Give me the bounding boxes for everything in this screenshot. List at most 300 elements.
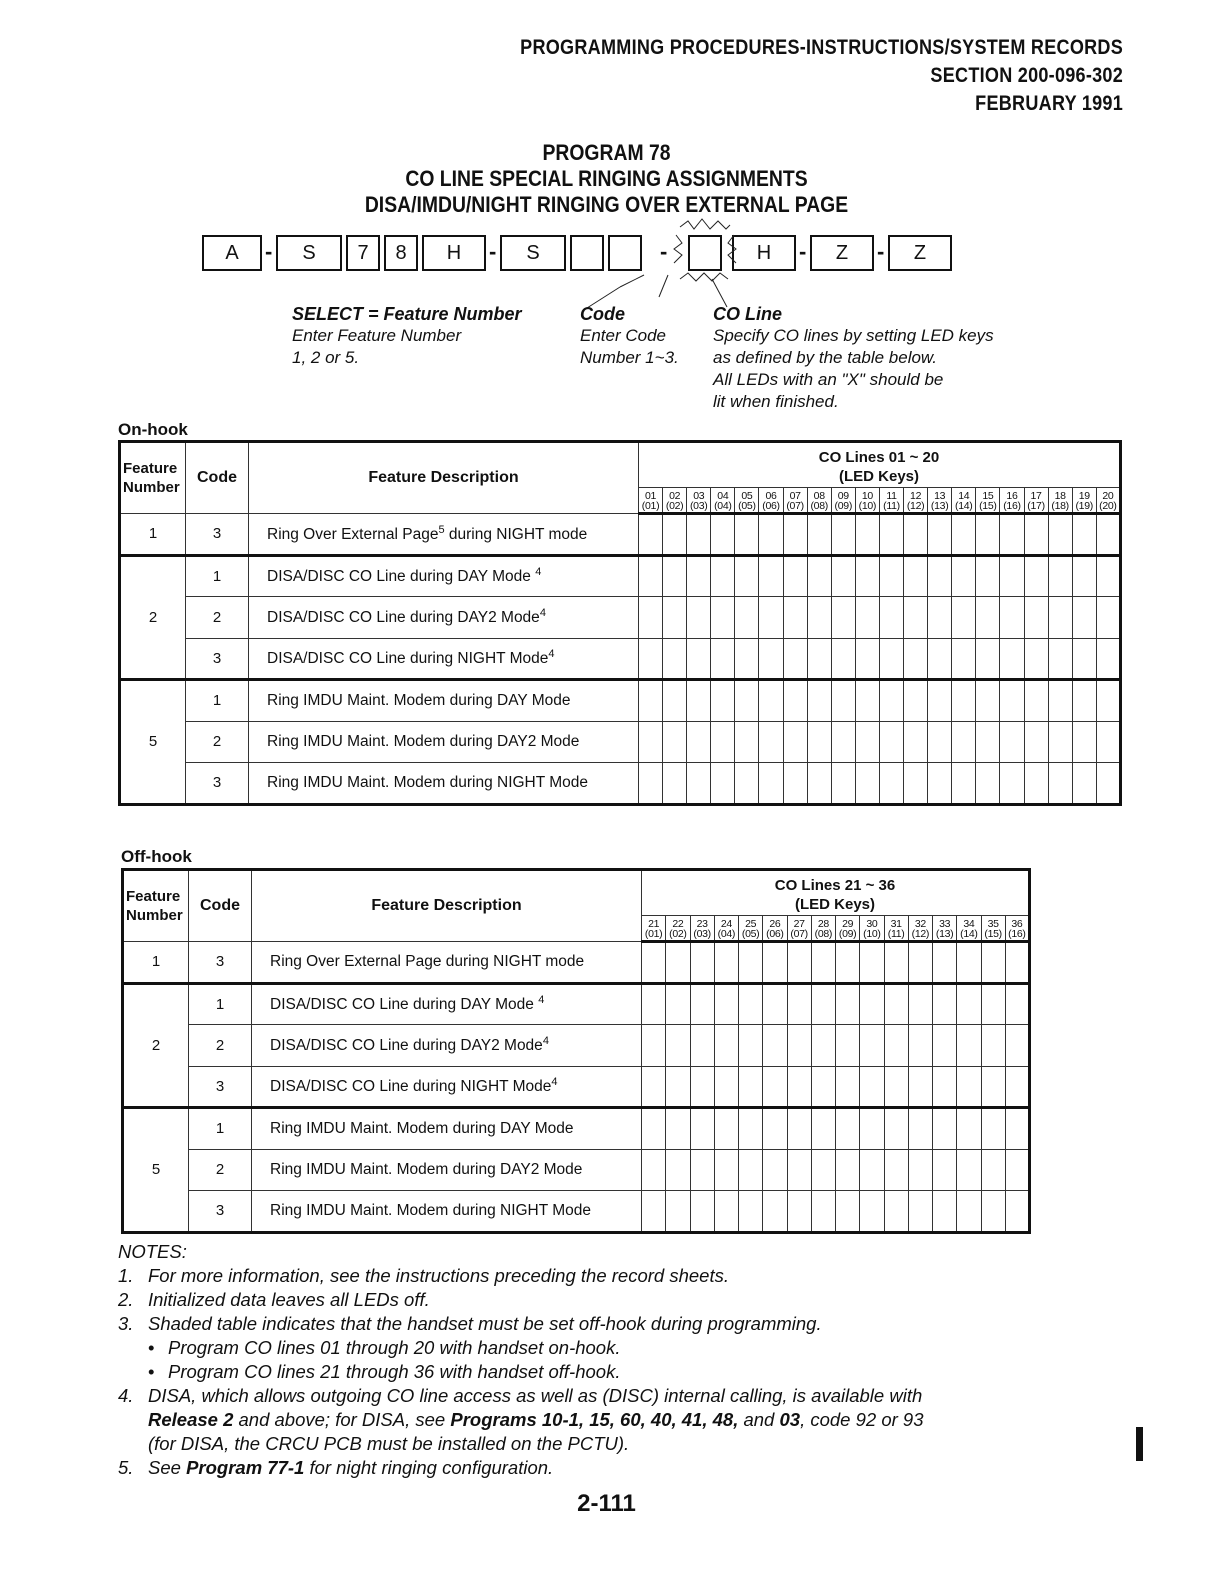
description-text: Ring IMDU Maint. Modem during DAY2 Mode (270, 1160, 583, 1178)
led-keys-subtitle: (LED Keys) (794, 896, 876, 913)
led-entry-cell[interactable] (783, 763, 807, 805)
led-entry-cell[interactable] (739, 1025, 763, 1067)
led-entry-cell[interactable] (904, 597, 928, 639)
led-entry-cell[interactable] (1024, 638, 1048, 680)
led-key-index: (12) (906, 500, 925, 512)
led-entry-cell[interactable] (831, 555, 855, 597)
led-entry-cell[interactable] (981, 1025, 1005, 1067)
led-entry-cell[interactable] (1005, 1149, 1029, 1191)
led-entry-cell[interactable] (836, 1149, 860, 1191)
led-entry-cell[interactable] (763, 1191, 787, 1233)
led-entry-cell[interactable] (714, 1108, 738, 1150)
led-entry-cell[interactable] (687, 514, 711, 556)
co-line-text-2: as defined by the table below. (713, 348, 937, 367)
led-entry-cell[interactable] (690, 1066, 714, 1108)
led-entry-cell[interactable] (976, 680, 1000, 722)
led-entry-cell[interactable] (787, 1025, 811, 1067)
led-entry-cell[interactable] (763, 942, 787, 984)
description-text: DISA/DISC CO Line during DAY Mode (270, 996, 539, 1014)
led-entry-cell[interactable] (642, 1066, 666, 1108)
led-entry-cell[interactable] (663, 680, 687, 722)
led-entry-cell[interactable] (759, 555, 783, 597)
description-text: Ring IMDU Maint. Modem during DAY2 Mode (267, 732, 580, 750)
led-entry-cell[interactable] (981, 1149, 1005, 1191)
led-entry-cell[interactable] (884, 983, 908, 1025)
led-entry-cell[interactable] (928, 721, 952, 763)
led-entry-cell[interactable] (759, 597, 783, 639)
led-entry-cell[interactable] (1005, 1066, 1029, 1108)
led-entry-cell[interactable] (807, 638, 831, 680)
led-key-index: (10) (858, 500, 877, 512)
led-entry-cell[interactable] (666, 1025, 690, 1067)
led-entry-cell[interactable] (666, 1108, 690, 1150)
led-entry-cell[interactable] (957, 1025, 981, 1067)
led-entry-cell[interactable] (908, 983, 932, 1025)
led-entry-cell[interactable] (933, 1066, 957, 1108)
led-entry-cell[interactable] (1000, 597, 1024, 639)
led-entry-cell[interactable] (1005, 1191, 1029, 1233)
led-entry-cell[interactable] (952, 721, 976, 763)
led-entry-cell[interactable] (908, 1108, 932, 1150)
led-entry-cell[interactable] (860, 1149, 884, 1191)
led-entry-cell[interactable] (690, 1191, 714, 1233)
led-entry-cell[interactable] (855, 514, 879, 556)
led-entry-cell[interactable] (1048, 763, 1072, 805)
co-lines-header (639, 442, 1121, 488)
key-box: 8 (384, 235, 418, 271)
led-entry-cell[interactable] (642, 983, 666, 1025)
led-entry-cell[interactable] (787, 1191, 811, 1233)
led-entry-cell[interactable] (1024, 555, 1048, 597)
led-entry-cell[interactable] (763, 983, 787, 1025)
led-entry-cell[interactable] (1005, 942, 1029, 984)
led-entry-cell[interactable] (1024, 514, 1048, 556)
led-entry-cell[interactable] (690, 1108, 714, 1150)
led-key-header (957, 916, 981, 942)
led-entry-cell[interactable] (928, 514, 952, 556)
led-entry-cell[interactable] (1096, 514, 1120, 556)
key-box: S (500, 235, 566, 271)
led-entry-cell[interactable] (711, 638, 735, 680)
led-entry-cell[interactable] (831, 680, 855, 722)
led-entry-cell[interactable] (639, 514, 663, 556)
led-entry-cell[interactable] (879, 680, 903, 722)
led-entry-cell[interactable] (711, 763, 735, 805)
led-entry-cell[interactable] (957, 1149, 981, 1191)
led-entry-cell[interactable] (739, 983, 763, 1025)
feature-number-header: Feature Number (123, 870, 189, 942)
led-entry-cell[interactable] (787, 1066, 811, 1108)
led-entry-cell[interactable] (739, 1108, 763, 1150)
led-key-number: 13 (934, 490, 946, 502)
led-entry-cell[interactable] (714, 1149, 738, 1191)
led-entry-cell[interactable] (807, 721, 831, 763)
led-entry-cell[interactable] (783, 638, 807, 680)
led-entry-cell[interactable] (811, 1149, 835, 1191)
led-entry-cell[interactable] (711, 721, 735, 763)
led-entry-cell[interactable] (928, 597, 952, 639)
led-entry-cell[interactable] (763, 1149, 787, 1191)
led-entry-cell[interactable] (787, 942, 811, 984)
led-entry-cell[interactable] (1096, 721, 1120, 763)
feature-row (120, 680, 1121, 722)
led-entry-cell[interactable] (1072, 597, 1096, 639)
led-entry-cell[interactable] (981, 942, 1005, 984)
led-entry-cell[interactable] (759, 763, 783, 805)
led-entry-cell[interactable] (1072, 514, 1096, 556)
led-entry-cell[interactable] (904, 514, 928, 556)
led-entry-cell[interactable] (904, 555, 928, 597)
led-entry-cell[interactable] (663, 555, 687, 597)
led-entry-cell[interactable] (811, 983, 835, 1025)
led-entry-cell[interactable] (904, 763, 928, 805)
led-entry-cell[interactable] (642, 1025, 666, 1067)
led-key-header (1072, 488, 1096, 514)
led-entry-cell[interactable] (714, 1066, 738, 1108)
feature-row (123, 1191, 1030, 1233)
led-entry-cell[interactable] (711, 514, 735, 556)
led-entry-cell[interactable] (1024, 680, 1048, 722)
led-entry-cell[interactable] (933, 1191, 957, 1233)
feature-number-cell: 2 (120, 555, 186, 680)
led-entry-cell[interactable] (639, 555, 663, 597)
led-entry-cell[interactable] (711, 597, 735, 639)
led-entry-cell[interactable] (928, 680, 952, 722)
led-key-header (933, 916, 957, 942)
led-entry-cell[interactable] (811, 1025, 835, 1067)
led-key-header (1024, 488, 1048, 514)
led-entry-cell[interactable] (884, 1108, 908, 1150)
led-entry-cell[interactable] (759, 721, 783, 763)
led-key-header (928, 488, 952, 514)
led-entry-cell[interactable] (639, 721, 663, 763)
led-entry-cell[interactable] (904, 680, 928, 722)
feature-number-cell: 5 (120, 680, 186, 805)
led-entry-cell[interactable] (908, 1191, 932, 1233)
led-entry-cell[interactable] (690, 1025, 714, 1067)
led-entry-cell[interactable] (783, 721, 807, 763)
led-entry-cell[interactable] (763, 1108, 787, 1150)
led-entry-cell[interactable] (957, 1066, 981, 1108)
led-entry-cell[interactable] (687, 555, 711, 597)
led-entry-cell[interactable] (879, 763, 903, 805)
led-entry-cell[interactable] (663, 763, 687, 805)
led-entry-cell[interactable] (884, 1066, 908, 1108)
feature-row (123, 983, 1030, 1025)
led-entry-cell[interactable] (976, 763, 1000, 805)
led-entry-cell[interactable] (687, 597, 711, 639)
led-key-number: 03 (693, 490, 705, 502)
led-entry-cell[interactable] (714, 983, 738, 1025)
note-4-text-c: (for DISA, the CRCU PCB must be installed on the PCTU). (148, 1433, 630, 1454)
led-entry-cell[interactable] (855, 597, 879, 639)
led-entry-cell[interactable] (807, 514, 831, 556)
led-entry-cell[interactable] (1048, 597, 1072, 639)
led-entry-cell[interactable] (1048, 514, 1072, 556)
led-entry-cell[interactable] (1000, 638, 1024, 680)
led-entry-cell[interactable] (855, 680, 879, 722)
led-entry-cell[interactable] (879, 638, 903, 680)
led-entry-cell[interactable] (860, 1108, 884, 1150)
led-entry-cell[interactable] (860, 1025, 884, 1067)
led-entry-cell[interactable] (663, 721, 687, 763)
led-entry-cell[interactable] (666, 1191, 690, 1233)
led-entry-cell[interactable] (690, 1149, 714, 1191)
led-entry-cell[interactable] (981, 1191, 1005, 1233)
led-entry-cell[interactable] (952, 638, 976, 680)
led-entry-cell[interactable] (976, 555, 1000, 597)
led-key-index: (05) (741, 928, 760, 940)
led-entry-cell[interactable] (1000, 555, 1024, 597)
led-entry-cell[interactable] (642, 1149, 666, 1191)
led-entry-cell[interactable] (836, 1191, 860, 1233)
led-entry-cell[interactable] (933, 1149, 957, 1191)
led-entry-cell[interactable] (928, 638, 952, 680)
led-entry-cell[interactable] (1048, 680, 1072, 722)
led-entry-cell[interactable] (639, 597, 663, 639)
led-entry-cell[interactable] (855, 555, 879, 597)
led-entry-cell[interactable] (1024, 721, 1048, 763)
led-entry-cell[interactable] (763, 1025, 787, 1067)
led-entry-cell[interactable] (642, 1191, 666, 1233)
led-entry-cell[interactable] (663, 597, 687, 639)
led-entry-cell[interactable] (735, 680, 759, 722)
led-entry-cell[interactable] (836, 1108, 860, 1150)
led-entry-cell[interactable] (1000, 763, 1024, 805)
led-entry-cell[interactable] (1096, 638, 1120, 680)
led-entry-cell[interactable] (957, 983, 981, 1025)
led-entry-cell[interactable] (952, 555, 976, 597)
feature-row (120, 763, 1121, 805)
led-entry-cell[interactable] (884, 942, 908, 984)
led-entry-cell[interactable] (735, 763, 759, 805)
led-key-number: 28 (817, 918, 829, 930)
led-entry-cell[interactable] (687, 763, 711, 805)
led-entry-cell[interactable] (739, 1066, 763, 1108)
led-entry-cell[interactable] (735, 555, 759, 597)
led-entry-cell[interactable] (787, 1108, 811, 1150)
led-entry-cell[interactable] (831, 721, 855, 763)
led-entry-cell[interactable] (879, 514, 903, 556)
led-entry-cell[interactable] (884, 1149, 908, 1191)
led-entry-cell[interactable] (957, 1108, 981, 1150)
led-entry-cell[interactable] (714, 1025, 738, 1067)
led-entry-cell[interactable] (855, 763, 879, 805)
code-cell: 2 (189, 1149, 252, 1191)
led-key-header (807, 488, 831, 514)
led-entry-cell[interactable] (957, 942, 981, 984)
led-entry-cell[interactable] (811, 1191, 835, 1233)
led-entry-cell[interactable] (759, 514, 783, 556)
led-entry-cell[interactable] (1000, 680, 1024, 722)
led-entry-cell[interactable] (666, 983, 690, 1025)
led-entry-cell[interactable] (787, 983, 811, 1025)
led-entry-cell[interactable] (831, 597, 855, 639)
led-entry-cell[interactable] (836, 942, 860, 984)
led-entry-cell[interactable] (908, 942, 932, 984)
led-entry-cell[interactable] (1096, 555, 1120, 597)
led-entry-cell[interactable] (687, 680, 711, 722)
led-entry-cell[interactable] (831, 763, 855, 805)
led-entry-cell[interactable] (928, 763, 952, 805)
led-entry-cell[interactable] (666, 942, 690, 984)
led-entry-cell[interactable] (739, 942, 763, 984)
led-entry-cell[interactable] (1072, 638, 1096, 680)
led-entry-cell[interactable] (933, 1025, 957, 1067)
led-entry-cell[interactable] (759, 680, 783, 722)
led-entry-cell[interactable] (807, 680, 831, 722)
note-4-text-a: DISA, which allows outgoing CO line access as well as (DISC) internal calling, is available with (148, 1385, 923, 1406)
led-entry-cell[interactable] (811, 942, 835, 984)
led-entry-cell[interactable] (1000, 721, 1024, 763)
note-5-text-a: See (148, 1457, 187, 1478)
led-entry-cell[interactable] (928, 555, 952, 597)
led-entry-cell[interactable] (933, 1108, 957, 1150)
led-entry-cell[interactable] (639, 763, 663, 805)
led-entry-cell[interactable] (787, 1149, 811, 1191)
led-entry-cell[interactable] (957, 1191, 981, 1233)
header-line-1: PROGRAMMING PROCEDURES-INSTRUCTIONS/SYSTEM RECORDS (520, 36, 1123, 59)
led-entry-cell[interactable] (831, 514, 855, 556)
led-entry-cell[interactable] (1096, 597, 1120, 639)
led-entry-cell[interactable] (739, 1191, 763, 1233)
led-entry-cell[interactable] (981, 1066, 1005, 1108)
led-entry-cell[interactable] (976, 514, 1000, 556)
led-entry-cell[interactable] (904, 638, 928, 680)
feature-description-cell (249, 638, 639, 680)
led-entry-cell[interactable] (952, 597, 976, 639)
led-entry-cell[interactable] (860, 983, 884, 1025)
led-entry-cell[interactable] (1072, 555, 1096, 597)
led-entry-cell[interactable] (860, 942, 884, 984)
led-entry-cell[interactable] (1096, 763, 1120, 805)
led-entry-cell[interactable] (711, 680, 735, 722)
led-entry-cell[interactable] (860, 1066, 884, 1108)
led-entry-cell[interactable] (714, 942, 738, 984)
led-entry-cell[interactable] (904, 721, 928, 763)
led-entry-cell[interactable] (1048, 721, 1072, 763)
led-entry-cell[interactable] (908, 1025, 932, 1067)
led-entry-cell[interactable] (783, 514, 807, 556)
led-entry-cell[interactable] (1072, 721, 1096, 763)
led-key-header (855, 488, 879, 514)
led-entry-cell[interactable] (981, 983, 1005, 1025)
led-entry-cell[interactable] (1024, 597, 1048, 639)
led-entry-cell[interactable] (735, 514, 759, 556)
led-entry-cell[interactable] (666, 1066, 690, 1108)
led-entry-cell[interactable] (860, 1191, 884, 1233)
led-entry-cell[interactable] (981, 1108, 1005, 1150)
led-entry-cell[interactable] (952, 763, 976, 805)
led-key-index: (13) (930, 500, 949, 512)
led-entry-cell[interactable] (687, 638, 711, 680)
led-entry-cell[interactable] (690, 983, 714, 1025)
description-text: Ring IMDU Maint. Modem during DAY Mode (267, 691, 571, 709)
led-entry-cell[interactable] (952, 514, 976, 556)
led-key-index: (01) (641, 500, 660, 512)
led-entry-cell[interactable] (836, 1025, 860, 1067)
led-entry-cell[interactable] (811, 1108, 835, 1150)
led-entry-cell[interactable] (666, 1149, 690, 1191)
led-entry-cell[interactable] (1072, 680, 1096, 722)
led-entry-cell[interactable] (690, 942, 714, 984)
led-entry-cell[interactable] (879, 555, 903, 597)
led-entry-cell[interactable] (1005, 983, 1029, 1025)
led-entry-cell[interactable] (836, 983, 860, 1025)
led-entry-cell[interactable] (879, 721, 903, 763)
led-entry-cell[interactable] (663, 638, 687, 680)
led-key-index: (05) (738, 500, 756, 512)
led-entry-cell[interactable] (735, 597, 759, 639)
led-entry-cell[interactable] (855, 721, 879, 763)
led-entry-cell[interactable] (1000, 514, 1024, 556)
led-entry-cell[interactable] (783, 597, 807, 639)
led-entry-cell[interactable] (639, 638, 663, 680)
led-entry-cell[interactable] (1048, 638, 1072, 680)
led-entry-cell[interactable] (1096, 680, 1120, 722)
led-entry-cell[interactable] (908, 1149, 932, 1191)
led-entry-cell[interactable] (642, 1108, 666, 1150)
led-entry-cell[interactable] (759, 638, 783, 680)
led-entry-cell[interactable] (831, 638, 855, 680)
note-3-text: Shaded table indicates that the handset must be set off-hook during programming. (148, 1313, 822, 1334)
led-key-number: 20 (1102, 490, 1114, 502)
feature-row (120, 721, 1121, 763)
led-entry-cell[interactable] (1005, 1108, 1029, 1150)
led-entry-cell[interactable] (811, 1066, 835, 1108)
led-entry-cell[interactable] (836, 1066, 860, 1108)
led-key-number: 32 (914, 918, 926, 930)
led-entry-cell[interactable] (739, 1149, 763, 1191)
note-4-line-3 (118, 1432, 1118, 1456)
led-entry-cell[interactable] (711, 555, 735, 597)
led-entry-cell[interactable] (908, 1066, 932, 1108)
led-entry-cell[interactable] (933, 942, 957, 984)
led-entry-cell[interactable] (687, 721, 711, 763)
led-entry-cell[interactable] (976, 638, 1000, 680)
led-entry-cell[interactable] (783, 555, 807, 597)
led-key-header (787, 916, 811, 942)
led-entry-cell[interactable] (976, 597, 1000, 639)
led-entry-cell[interactable] (639, 680, 663, 722)
led-entry-cell[interactable] (807, 555, 831, 597)
led-entry-cell[interactable] (642, 942, 666, 984)
led-entry-cell[interactable] (807, 597, 831, 639)
led-entry-cell[interactable] (783, 680, 807, 722)
led-entry-cell[interactable] (714, 1191, 738, 1233)
led-key-number: 06 (765, 490, 777, 502)
led-entry-cell[interactable] (1024, 763, 1048, 805)
led-entry-cell[interactable] (1048, 555, 1072, 597)
led-entry-cell[interactable] (763, 1066, 787, 1108)
led-entry-cell[interactable] (952, 680, 976, 722)
led-entry-cell[interactable] (884, 1025, 908, 1067)
led-entry-cell[interactable] (976, 721, 1000, 763)
led-entry-cell[interactable] (933, 983, 957, 1025)
led-entry-cell[interactable] (1005, 1025, 1029, 1067)
led-entry-cell[interactable] (1072, 763, 1096, 805)
led-entry-cell[interactable] (855, 638, 879, 680)
co-lines-title: CO Lines 01 ~ 20 (818, 449, 940, 466)
led-entry-cell[interactable] (879, 597, 903, 639)
notes-heading: NOTES: (118, 1241, 187, 1262)
led-entry-cell[interactable] (884, 1191, 908, 1233)
led-entry-cell[interactable] (735, 721, 759, 763)
led-entry-cell[interactable] (735, 638, 759, 680)
led-entry-cell[interactable] (807, 763, 831, 805)
feature-description-cell (252, 1025, 642, 1067)
led-entry-cell[interactable] (663, 514, 687, 556)
